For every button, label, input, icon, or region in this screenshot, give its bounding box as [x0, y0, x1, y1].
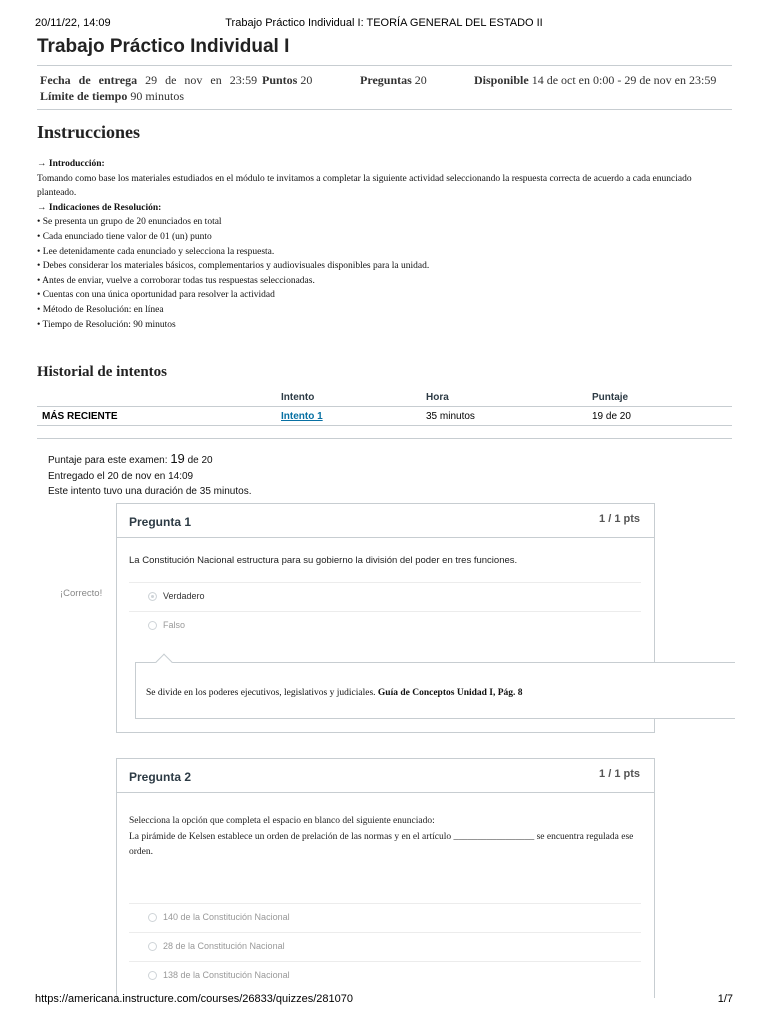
radio-icon[interactable]	[148, 971, 157, 980]
meta-time-limit-value: 90 minutos	[130, 89, 184, 103]
meta-available	[474, 73, 716, 88]
print-doc-title: Trabajo Práctico Individual I: TEORÍA GENERAL DEL ESTADO II	[225, 17, 543, 29]
meta-due-date-label: Fecha de entrega	[40, 73, 138, 87]
answer-label: 138 de la Constitución Nacional	[163, 970, 290, 980]
feedback-text: Se divide en los poderes ejecutivos, legislativos y judiciales.	[146, 688, 376, 698]
table-row	[37, 407, 732, 426]
answer-option[interactable]	[129, 611, 641, 640]
answer-label: 140 de la Constitución Nacional	[163, 912, 290, 922]
instruction-bullet: • Método de Resolución: en línea	[37, 304, 164, 315]
score-line	[48, 451, 251, 469]
history-row-score: 19 de 20	[592, 411, 631, 422]
instruction-bullet: • Tiempo de Resolución: 90 minutos	[37, 319, 176, 330]
question-2	[116, 758, 655, 998]
instruction-bullet: • Antes de enviar, vuelve a corroborar todas tus respuestas seleccionadas.	[37, 275, 315, 286]
question-text	[129, 814, 639, 861]
page-title: Trabajo Práctico Individual I	[37, 36, 290, 57]
radio-icon[interactable]	[148, 913, 157, 922]
instruction-bullet: • Lee detenidamente cada enunciado y selecciona la respuesta.	[37, 246, 275, 257]
meta-due-date	[40, 73, 257, 88]
instruction-bullet: • Cada enunciado tiene valor de 01 (un) punto	[37, 231, 212, 242]
feedback-reference: Guía de Conceptos Unidad I, Pág. 8	[377, 688, 523, 698]
quiz-meta	[37, 65, 732, 110]
history-title: Historial de intentos	[37, 364, 167, 380]
radio-icon[interactable]	[148, 621, 157, 630]
answer-label: 28 de la Constitución Nacional	[163, 941, 285, 951]
instruction-bullet: • Se presenta un grupo de 20 enunciados en total	[37, 217, 222, 228]
submitted-line: Entregado el 20 de nov en 14:09	[48, 470, 194, 482]
answer-label: Falso	[163, 620, 186, 630]
instruction-bullet: • Debes considerar los materiales básicos, complementarios y audiovisuales disponibles para la unidad.	[37, 261, 430, 272]
question-points: 1 / 1 pts	[599, 768, 640, 780]
question-points: 1 / 1 pts	[599, 513, 640, 525]
duration-line: Este intento tuvo una duración de 35 minutos.	[48, 486, 252, 497]
instructions-title: Instrucciones	[37, 122, 140, 142]
answer-label: Verdadero	[163, 591, 205, 601]
question-name: Pregunta 1	[129, 515, 192, 529]
history-header-score: Puntaje	[592, 392, 629, 403]
score-label: Puntaje para este examen:	[48, 455, 168, 466]
resolution-heading: → Indicaciones de Resolución:	[37, 202, 162, 213]
score-value: 19	[170, 451, 185, 466]
divider	[37, 438, 732, 439]
print-url: https://americana.instructure.com/courses/26833/quizzes/281070	[35, 993, 353, 1005]
history-header-time: Hora	[426, 392, 449, 403]
intro-heading: → Introducción:	[37, 159, 105, 169]
meta-available-value: 14 de oct en 0:00 - 29 de nov en 23:59	[531, 73, 717, 87]
meta-questions	[360, 73, 427, 88]
meta-time-limit	[40, 89, 184, 104]
question-text-line: La pirámide de Kelsen establece un orden de prelación de las normas y en el artículo _________________ se encuentra regulada ese orden.	[129, 831, 634, 857]
print-page-number: 1/7	[717, 993, 733, 1005]
attempt-link[interactable]: Intento 1	[281, 411, 323, 422]
correct-tag: ¡Correcto!	[60, 588, 103, 599]
meta-due-date-value: 29 de nov en 23:59	[145, 73, 258, 87]
instructions-body	[37, 157, 727, 332]
answer-option[interactable]	[129, 961, 641, 990]
meta-questions-label: Preguntas	[360, 73, 412, 87]
instruction-bullet: • Cuentas con una única oportunidad para resolver la actividad	[37, 290, 275, 301]
meta-available-label: Disponible	[474, 73, 529, 87]
answer-option[interactable]	[129, 582, 641, 611]
radio-icon[interactable]	[148, 942, 157, 951]
meta-time-limit-label: Límite de tiempo	[40, 89, 128, 103]
print-footer	[35, 993, 733, 1007]
question-text-line: Selecciona la opción que completa el espacio en blanco del siguiente enunciado:	[129, 816, 435, 826]
history-table	[37, 388, 732, 426]
history-header-attempt: Intento	[281, 392, 315, 403]
print-header	[35, 17, 733, 31]
question-header	[117, 504, 654, 538]
history-row-time: 35 minutos	[426, 411, 475, 422]
score-total: de 20	[187, 455, 213, 466]
meta-points-label: Puntos	[262, 73, 298, 87]
intro-text: Tomando como base los materiales estudiados en el módulo te invitamos a completar la siguiente actividad seleccionando la respuesta correcta de acuerdo a cada enunciado planteado.	[37, 173, 692, 199]
answer-feedback	[135, 662, 735, 719]
print-date: 20/11/22, 14:09	[35, 17, 111, 29]
question-header	[117, 759, 654, 793]
history-table-header	[37, 388, 732, 407]
history-row-label: MÁS RECIENTE	[42, 411, 118, 422]
meta-points-value: 20	[300, 73, 313, 87]
feedback-text-wrap	[146, 688, 523, 698]
meta-questions-value: 20	[414, 73, 427, 87]
question-name: Pregunta 2	[129, 770, 192, 784]
answer-option[interactable]	[129, 932, 641, 961]
question-text: La Constitución Nacional estructura para su gobierno la división del poder en tres funciones.	[129, 555, 518, 566]
score-info	[48, 451, 251, 500]
meta-points	[262, 73, 312, 88]
radio-selected-icon[interactable]	[148, 592, 157, 601]
answer-option[interactable]	[129, 903, 641, 932]
